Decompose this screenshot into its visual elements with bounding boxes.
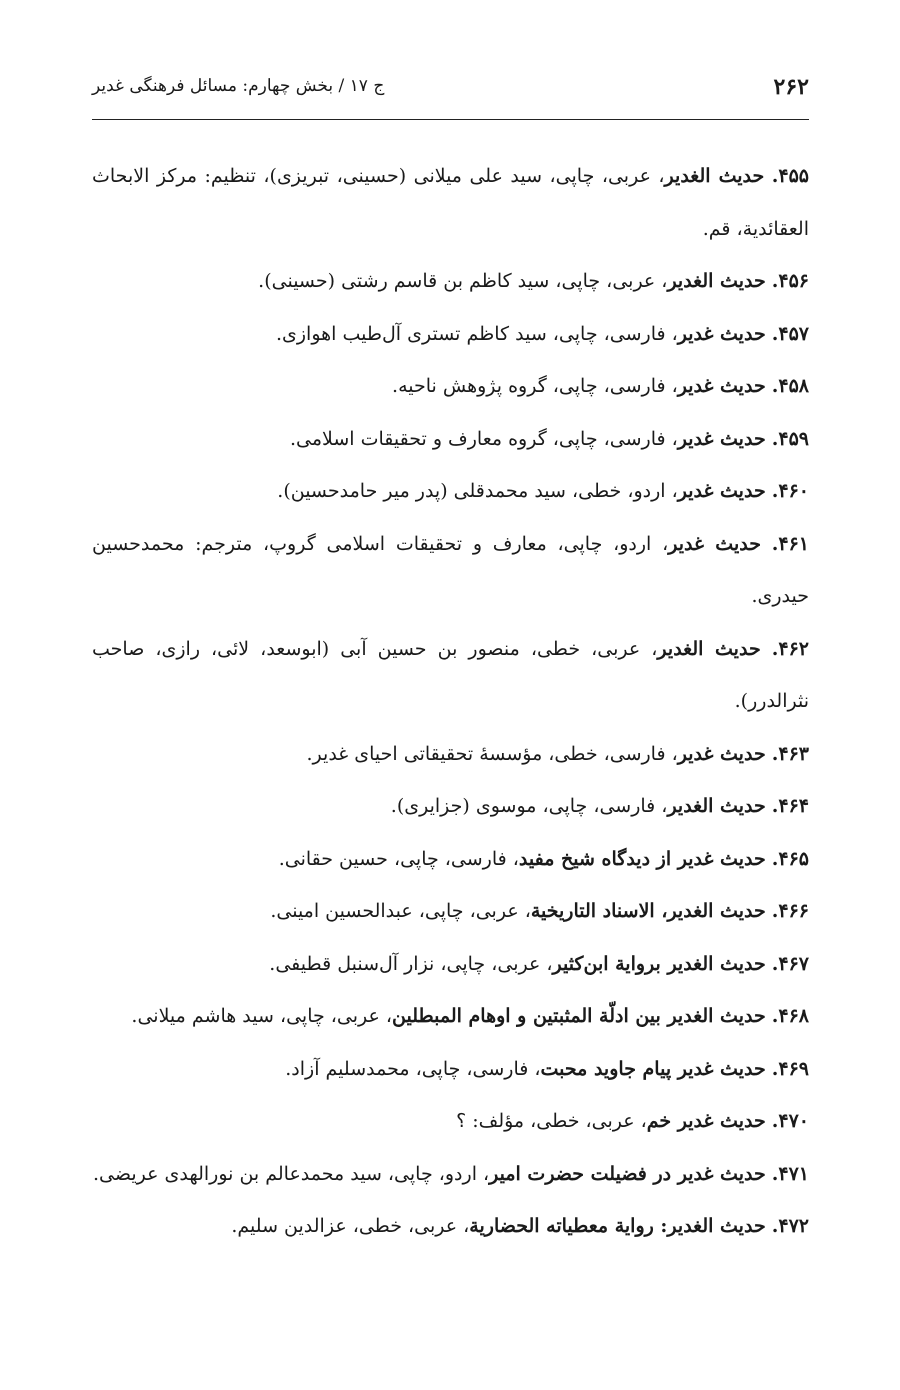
entry-details: ، فارسی، چاپی، گروه معارف و تحقیقات اسلامی. [289,427,678,450]
entry-title: حدیث الغدیر: روایة معطیاته الحضاریة [469,1215,766,1237]
list-item [92,255,809,308]
entry-title: حدیث غدیر [677,427,766,450]
entry-title: حدیث غدیر [677,375,766,397]
list-item [92,885,809,938]
running-title: ج ۱۷ / بخش چهارم: مسائل فرهنگی غدیر [92,76,385,96]
entry-details: ، فارسی، چاپی، گروه پژوهش ناحیه. [392,375,678,397]
entry-number: ۴۶۷. [771,952,809,975]
entry-number: ۴۶۸. [771,1005,809,1027]
list-item [92,623,809,728]
entry-title: حدیث غدیر در فضیلت حضرت امیر [489,1162,766,1185]
entry-number: ۴۶۹. [771,1057,809,1080]
entry-title: حدیث غدیر [677,322,766,345]
list-item [92,1200,809,1253]
entry-title: حدیث الغدیر بین ادلّة المثبتین و اوهام المبطلین [392,1005,766,1027]
entry-details: ، فارسی، چاپی، موسوی (جزایری). [390,795,668,817]
list-item [92,990,809,1043]
list-item [92,833,809,886]
list-item [92,360,809,413]
entry-title: حدیث الغدیر [664,165,765,187]
entry-details: ، اردو، خطی، سید محمدقلی (پدر میر حامدحسین). [277,480,678,502]
entry-details: ، فارسی، خطی، مؤسسهٔ تحقیقاتی احیای غدیر. [306,742,678,765]
list-item [92,780,809,833]
entry-title: حدیث غدیر از دیدگاه شیخ مفید [518,847,766,870]
entry-details: ، اردو، چاپی، معارف و تحقیقات اسلامی گروپ، مترجم: محمدحسین حیدری. [92,532,809,607]
entry-title: حدیث الغدیر بروایة ابن‌کثیر [552,952,766,975]
list-item [92,938,809,991]
entry-number: ۴۶۰. [771,480,809,502]
entry-number: ۴۵۹. [771,427,809,450]
header-divider [92,119,809,120]
list-item [92,465,809,518]
entry-number: ۴۶۱. [771,532,809,555]
bibliography-list [92,150,809,1253]
list-item [92,1095,809,1148]
entry-number: ۴۵۷. [771,322,809,345]
entry-title: حدیث غدیر خم [646,1110,766,1132]
entry-number: ۴۶۵. [771,847,809,870]
entry-number: ۴۷۰. [771,1110,809,1132]
list-item [92,1148,809,1201]
entry-title: حدیث الغدیر [657,637,761,660]
entry-details: ، عربی، چاپی، سید کاظم بن قاسم رشتی (حسینی). [258,270,668,292]
entry-details: ، عربی، چاپی، نزار آل‌سنبل قطیفی. [269,952,553,975]
list-item [92,308,809,361]
entry-details: ، فارسی، چاپی، حسین حقانی. [278,847,519,870]
list-item [92,413,809,466]
entry-number: ۴۷۲. [771,1215,809,1237]
entry-details: ، عربی، خطی، عزالدین سلیم. [231,1215,470,1237]
list-item [92,1043,809,1096]
entry-number: ۴۵۵. [771,165,810,187]
entry-title: حدیث الغدیر، الاسناد التاریخیة [530,900,766,922]
list-item [92,518,809,623]
page-number: ۲۶۲ [773,74,809,100]
entry-number: ۴۵۶. [771,270,809,292]
entry-details: ، عربی، خطی، منصور بن حسین آبی (ابوسعد، لائی، رازی، صاحب نثرالدرر). [92,637,809,712]
list-item [92,728,809,781]
entry-details: ، فارسی، چاپی، محمدسلیم آزاد. [285,1057,541,1080]
entry-number: ۴۶۶. [771,900,809,922]
entry-details: ، عربی، خطی، مؤلف: ؟ [456,1110,647,1132]
entry-details: ، عربی، چاپی، سید علی میلانی (حسینی، تبریزی)، تنظیم: مرکز الابحاث العقائدیة، قم. [92,165,809,240]
entry-details: ، اردو، چاپی، سید محمدعالم بن نورالهدی عریضی. [92,1162,490,1185]
page-header [92,72,809,112]
entry-title: حدیث غدیر [668,532,761,555]
entry-title: حدیث الغدیر [667,270,766,292]
entry-details: ، عربی، چاپی، عبدالحسین امینی. [270,900,531,922]
entry-number: ۴۷۱. [771,1162,809,1185]
entry-number: ۴۵۸. [771,375,809,397]
entry-number: ۴۶۲. [771,637,809,660]
entry-title: حدیث غدیر [677,742,766,765]
entry-number: ۴۶۳. [771,742,809,765]
list-item [92,150,809,255]
entry-title: حدیث الغدیر [667,795,766,817]
entry-details: ، فارسی، چاپی، سید کاظم تستری آل‌طیب اهوازی. [275,322,678,345]
entry-title: حدیث غدیر پیام جاوید محبت [540,1057,766,1080]
entry-title: حدیث غدیر [677,480,766,502]
entry-number: ۴۶۴. [771,795,809,817]
entry-details: ، عربی، چاپی، سید هاشم میلانی. [131,1005,393,1027]
